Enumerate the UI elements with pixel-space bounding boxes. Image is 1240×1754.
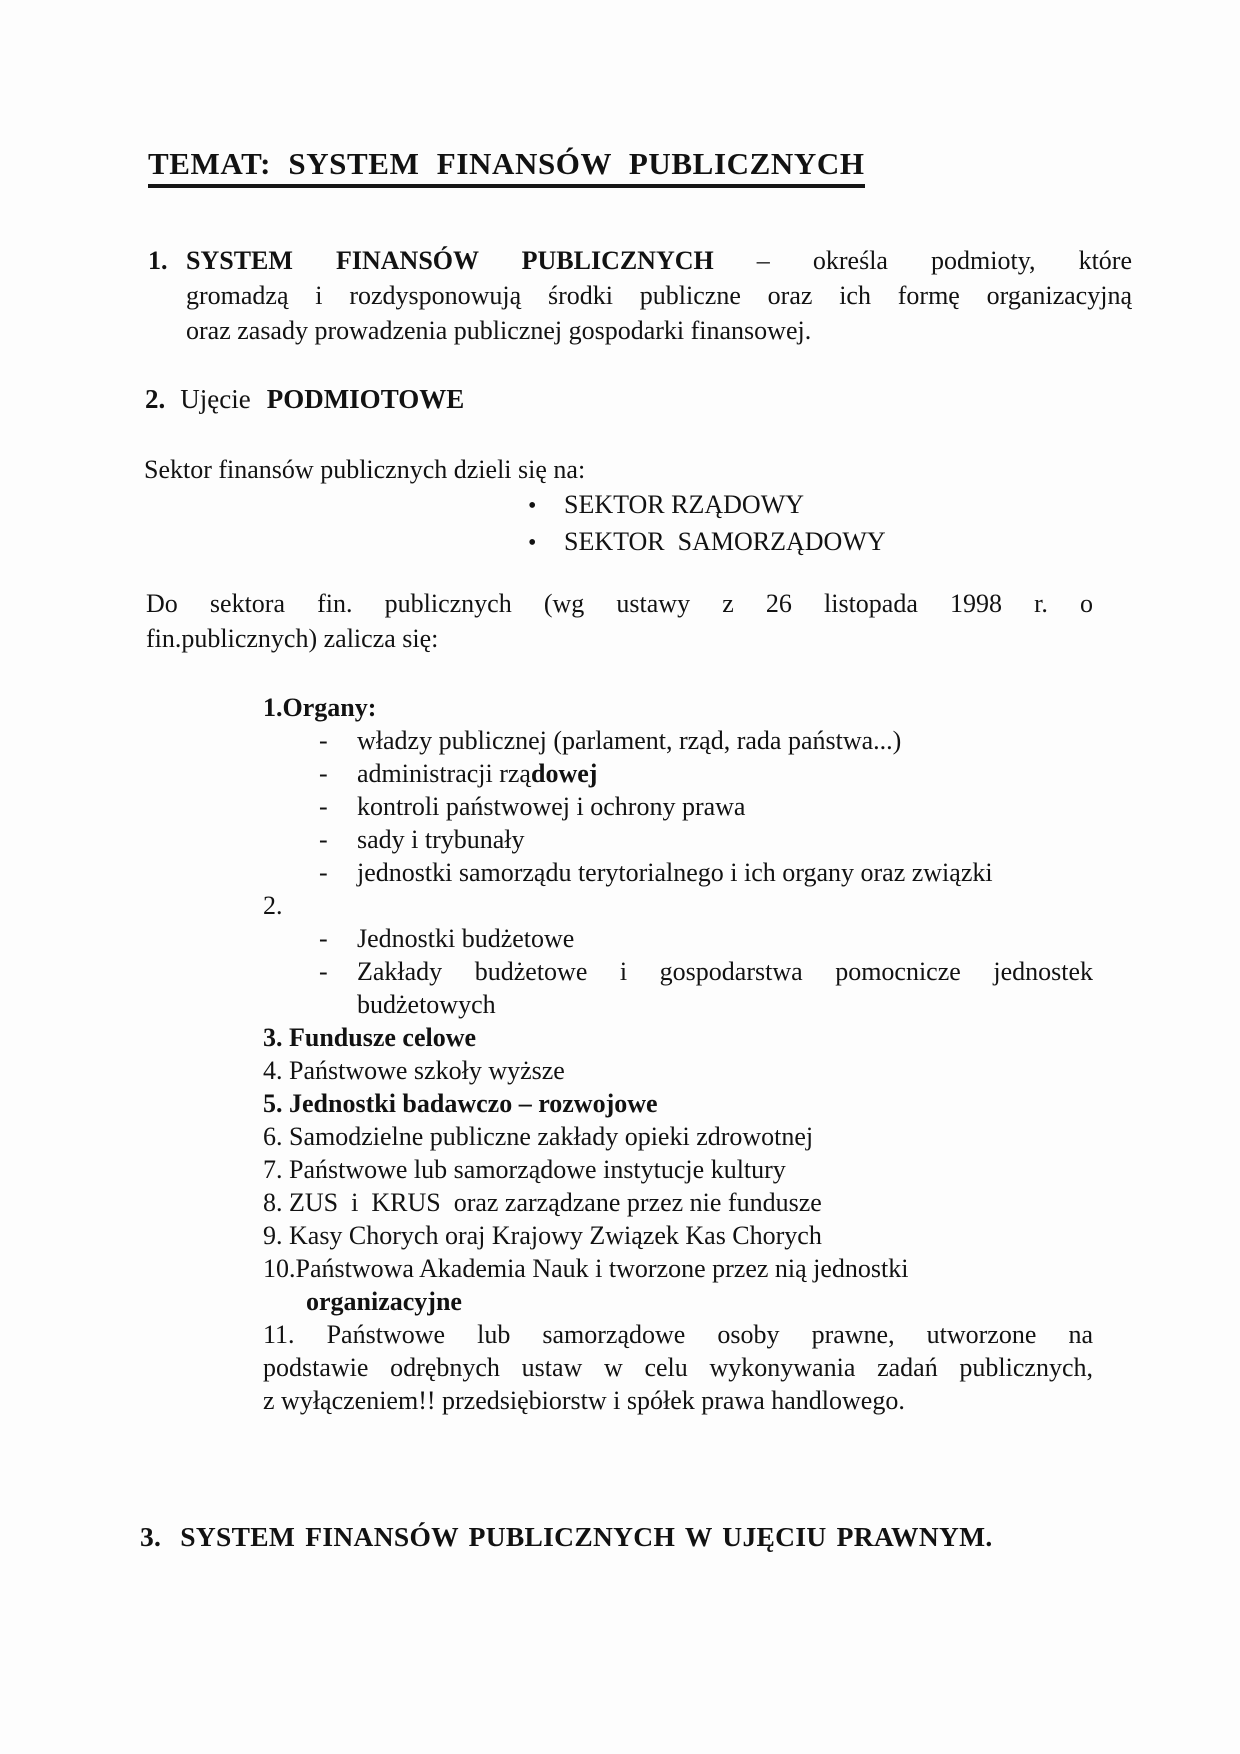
list-item-text: jednostki samorządu terytorialnego i ich organy oraz związki (357, 858, 993, 887)
list-item-text: Jednostki budżetowe (357, 924, 575, 953)
doc-title: TEMAT: SYSTEM FINANSÓW PUBLICZNYCH (148, 146, 865, 188)
numbered-item: 11. Państwowe lub samorządowe osoby prawne, utworzone na (263, 1320, 1093, 1349)
paragraph-line (186, 243, 1132, 278)
numbered-item: 6. Samodzielne publiczne zakłady opieki zdrowotnej (263, 1122, 814, 1151)
dash-marker: - (319, 792, 328, 821)
list-item-text-bold: dowej (530, 759, 598, 788)
organy-heading: 1.Organy: (263, 693, 377, 722)
list-item (263, 856, 1093, 889)
section-3-title: SYSTEM FINANSÓW PUBLICZNYCH W UJĘCIU PRAWNYM. (180, 1521, 993, 1552)
numbered-item: 10.Państwowa Akademia Nauk i tworzone przez nią jednostki (263, 1254, 909, 1283)
list-item (263, 922, 1093, 955)
bullet-marker: • (528, 493, 537, 519)
bullet-item (528, 523, 886, 560)
bullet-item (528, 486, 886, 523)
list-item-continuation: budżetowych (357, 990, 496, 1019)
section-3-heading (140, 1520, 993, 1554)
list-item (263, 757, 1093, 790)
section-2-keyword: PODMIOTOWE (266, 384, 465, 414)
list-item-text: kontroli państwowej i ochrony prawa (357, 792, 746, 821)
section-1-line1-rest: – określa podmioty, które (713, 246, 1132, 275)
paragraph-line: Do sektora fin. publicznych (wg ustawy z 26 listopada 1998 r. o (146, 589, 1093, 618)
section-1-number: 1. (148, 246, 168, 275)
numbered-item: 5. Jednostki badawczo – rozwojowe (263, 1089, 658, 1118)
numbered-item: 7. Państwowe lub samorządowe instytucje kultury (263, 1155, 786, 1184)
paragraph-line: gromadzą i rozdysponowują środki publiczne oraz ich formę organizacyjną (186, 281, 1132, 310)
paragraph-line: fin.publicznych) zalicza się: (146, 624, 439, 653)
section-3-number: 3. (140, 1521, 162, 1552)
law-paragraph (146, 586, 1093, 656)
sector-intro: Sektor finansów publicznych dzieli się na: (144, 455, 586, 484)
numbered-item: 3. Fundusze celowe (263, 1023, 477, 1052)
numbered-item: 8. ZUS i KRUS oraz zarządzane przez nie fundusze (263, 1188, 822, 1217)
numbered-item-continuation: z wyłączeniem!! przedsiębiorstw i spółek prawa handlowego. (263, 1386, 905, 1415)
paragraph-line: oraz zasady prowadzenia publicznej gospodarki finansowej. (186, 316, 812, 345)
bullet-item-label: SEKTOR RZĄDOWY (564, 490, 805, 519)
dash-marker: - (319, 726, 328, 755)
list-item (263, 724, 1093, 757)
list-item (263, 790, 1093, 823)
bullet-marker: • (528, 530, 537, 556)
list-item-text: Zakłady budżetowe i gospodarstwa pomocnicze jednostek (357, 957, 1093, 986)
numbered-item-continuation: podstawie odrębnych ustaw w celu wykonywania zadań publicznych, (263, 1353, 1093, 1382)
sector-bullet-list (528, 486, 886, 560)
entities-list (263, 691, 1093, 1417)
list-item-text: administracji rzą (357, 759, 531, 788)
numbered-item: 9. Kasy Chorych oraj Krajowy Związek Kas Chorych (263, 1221, 822, 1250)
section-2-label: Ujęcie (180, 384, 251, 414)
numbered-item: 4. Państwowe szkoły wyższe (263, 1056, 565, 1085)
dash-marker: - (319, 957, 328, 986)
list-item (263, 955, 1093, 988)
dash-marker: - (319, 759, 328, 788)
section-1-lead: SYSTEM FINANSÓW PUBLICZNYCH (186, 246, 714, 275)
dash-marker: - (319, 858, 328, 887)
numbered-item-continuation: organizacyjne (306, 1287, 462, 1316)
bullet-item-label: SEKTOR SAMORZĄDOWY (564, 527, 886, 556)
group-2-number: 2. (263, 891, 283, 920)
dash-marker: - (319, 924, 328, 953)
list-item-text: sady i trybunały (357, 825, 525, 854)
list-item-text: władzy publicznej (parlament, rząd, rada państwa...) (357, 726, 902, 755)
list-item (263, 823, 1093, 856)
section-2-number: 2. (145, 384, 166, 414)
dash-marker: - (319, 825, 328, 854)
section-1-paragraph (148, 243, 1132, 348)
section-2-heading (145, 382, 464, 416)
